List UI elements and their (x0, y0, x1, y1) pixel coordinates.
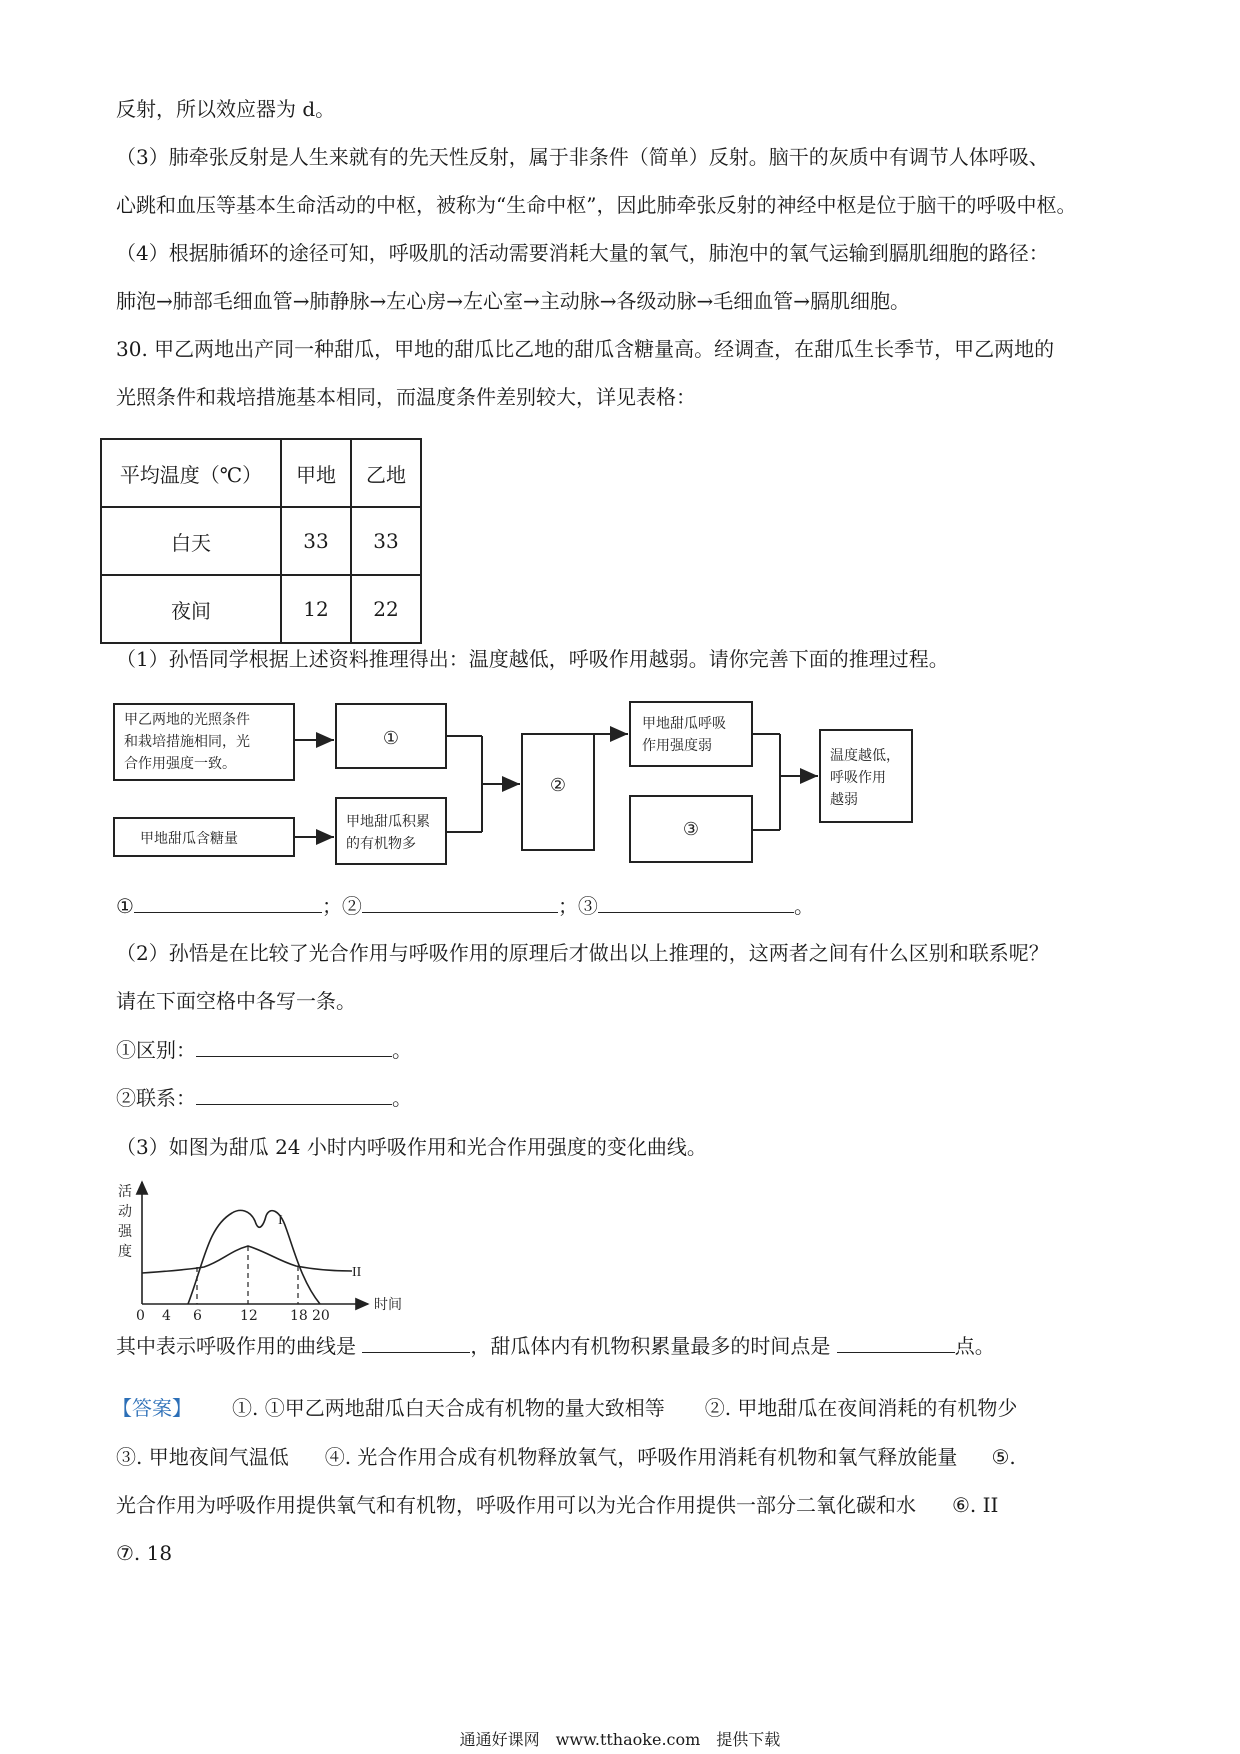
difference-label: ①区别： (116, 1038, 196, 1062)
table-cell: 夜间 (101, 575, 281, 643)
blank-box-1-label: ① (382, 728, 400, 749)
time-answer-blank[interactable] (837, 1330, 955, 1353)
difference-blank[interactable] (196, 1034, 392, 1057)
answer-5: ⑤. (991, 1445, 1016, 1469)
x-tick: 0 (136, 1308, 145, 1322)
accumulation-line: 甲地甜瓜积累 (346, 814, 430, 830)
answer-row-2 (116, 1442, 1016, 1472)
accumulation-line: 的有机物多 (346, 836, 416, 852)
question-3-tail-b: ，甜瓜体内有机物积累量最多的时间点是 (470, 1334, 831, 1358)
curve-ii (142, 1246, 352, 1273)
accumulation-box (336, 798, 446, 864)
question-2a: （2）孙悟是在比较了光合作用与呼吸作用的原理后才做出以上推理的，这两者之间有什么区别和联系呢？ (116, 941, 1049, 965)
blank-label-3: ；③ (557, 894, 598, 918)
answer-5b: 光合作用为呼吸作用提供氧气和有机物，呼吸作用可以为光合作用提供一部分二氧化碳和水 (116, 1493, 916, 1517)
answer-row-1 (112, 1393, 1017, 1423)
question-3-tail-c: 点。 (954, 1334, 995, 1358)
answer-blank-1[interactable] (134, 890, 322, 913)
answer-4: ④. 光合作用合成有机物释放氧气，呼吸作用消耗有机物和氧气释放能量 (324, 1445, 958, 1469)
curve-answer-blank[interactable] (362, 1330, 470, 1353)
blank-end-mark: 。 (793, 894, 814, 918)
premise-line: 甲乙两地的光照条件 (124, 712, 250, 728)
question-30b: 光照条件和栽培措施基本相同，而温度条件差别较大，详见表格： (116, 385, 696, 409)
y-label-char: 活 (118, 1184, 132, 1200)
x-tick: 6 (193, 1308, 202, 1322)
question-1: （1）孙悟同学根据上述资料推理得出：温度越低，呼吸作用越弱。请你完善下面的推理过程。 (116, 647, 949, 671)
answer-7: ⑦. 18 (116, 1541, 173, 1565)
table-header-cell: 甲地 (281, 439, 351, 507)
blank-box-2-label: ② (549, 775, 567, 796)
respiration-line: 甲地甜瓜呼吸 (642, 716, 726, 732)
conclusion-line: 温度越低， (830, 748, 900, 764)
paragraph-2a: （3）肺牵张反射是人生来就有的先天性反射，属于非条件（简单）反射。脑干的灰质中有调节人体呼吸、 (116, 145, 1049, 169)
y-label-char: 强 (118, 1224, 132, 1240)
activity-graph (112, 1172, 432, 1326)
question-30a: 30. 甲乙两地出产同一种甜瓜，甲地的甜瓜比乙地的甜瓜含糖量高。经调查，在甜瓜生长季节，甲乙两地的 (116, 337, 1055, 361)
answer-1: ①. ①甲乙两地甜瓜白天合成有机物的量大致相等 (232, 1396, 665, 1420)
conclusion-line: 呼吸作用 (830, 770, 886, 786)
difference-row (116, 1034, 412, 1065)
x-tick: 18 (290, 1308, 308, 1322)
table-cell: 22 (351, 575, 421, 643)
blank-label-1: ① (116, 894, 134, 918)
answer-tag: 【答案】 (112, 1396, 192, 1420)
x-axis-label: 时间 (374, 1297, 402, 1313)
difference-end-mark: 。 (392, 1038, 412, 1062)
answer-row-3 (116, 1490, 998, 1520)
paragraph-1: 反射，所以效应器为 d。 (116, 97, 336, 121)
respiration-box (630, 702, 752, 766)
conclusion-line: 越弱 (830, 792, 858, 808)
connection-label: ②联系： (116, 1086, 196, 1110)
x-tick: 20 (312, 1308, 330, 1322)
y-label-char: 度 (118, 1244, 132, 1260)
question-3-tail-a: 其中表示呼吸作用的曲线是 (116, 1334, 356, 1358)
answer-2: ②. 甲地甜瓜在夜间消耗的有机物少 (704, 1396, 1018, 1420)
table-cell: 白天 (101, 507, 281, 575)
x-tick: 12 (240, 1308, 258, 1322)
table-cell: 33 (351, 507, 421, 575)
page-footer: 通通好课网 www.tthaoke.com 提供下载 (459, 1730, 781, 1749)
temperature-table (100, 438, 422, 644)
premise-line: 和栽培措施相同，光 (124, 734, 250, 750)
paragraph-2b: 心跳和血压等基本生命活动的中枢，被称为“生命中枢”，因此肺牵张反射的神经中枢是位于脑干的呼吸中枢。 (116, 193, 1077, 217)
connection-row (116, 1082, 412, 1113)
paragraph-3b: 肺泡→肺部毛细血管→肺静脉→左心房→左心室→主动脉→各级动脉→毛细血管→膈肌细胞。 (116, 289, 911, 313)
table-row (101, 575, 421, 643)
paragraph-3a: （4）根据肺循环的途径可知，呼吸肌的活动需要消耗大量的氧气，肺泡中的氧气运输到膈肌细胞的路径： (116, 241, 1049, 265)
reasoning-flowchart (112, 692, 932, 876)
connection-end-mark: 。 (392, 1086, 412, 1110)
blank-box-3-label: ③ (682, 819, 700, 840)
sugar-box-label: 甲地甜瓜含糖量 (140, 831, 238, 847)
respiration-line: 作用强度弱 (642, 738, 712, 754)
connection-blank[interactable] (196, 1082, 392, 1105)
answer-3: ③. 甲地夜间气温低 (116, 1445, 289, 1469)
curve-i (188, 1210, 320, 1304)
table-cell: 12 (281, 575, 351, 643)
table-row (101, 507, 421, 575)
x-tick: 4 (162, 1308, 171, 1322)
curve-ii-label: II (352, 1265, 362, 1280)
premise-line: 合作用强度一致。 (124, 756, 236, 772)
blank-label-2: ；② (321, 894, 362, 918)
question-3-tail (116, 1330, 995, 1361)
question-3: （3）如图为甜瓜 24 小时内呼吸作用和光合作用强度的变化曲线。 (116, 1135, 707, 1159)
table-header-row (101, 439, 421, 507)
curve-i-label: I (278, 1213, 283, 1228)
table-header-cell: 乙地 (351, 439, 421, 507)
question-2b: 请在下面空格中各写一条。 (116, 989, 356, 1013)
blanks-row-1 (116, 890, 814, 921)
answer-blank-2[interactable] (362, 890, 558, 913)
table-header-cell: 平均温度（℃） (101, 439, 281, 507)
answer-blank-3[interactable] (598, 890, 794, 913)
y-label-char: 动 (118, 1204, 132, 1220)
answer-6: ⑥. II (952, 1493, 999, 1517)
table-cell: 33 (281, 507, 351, 575)
